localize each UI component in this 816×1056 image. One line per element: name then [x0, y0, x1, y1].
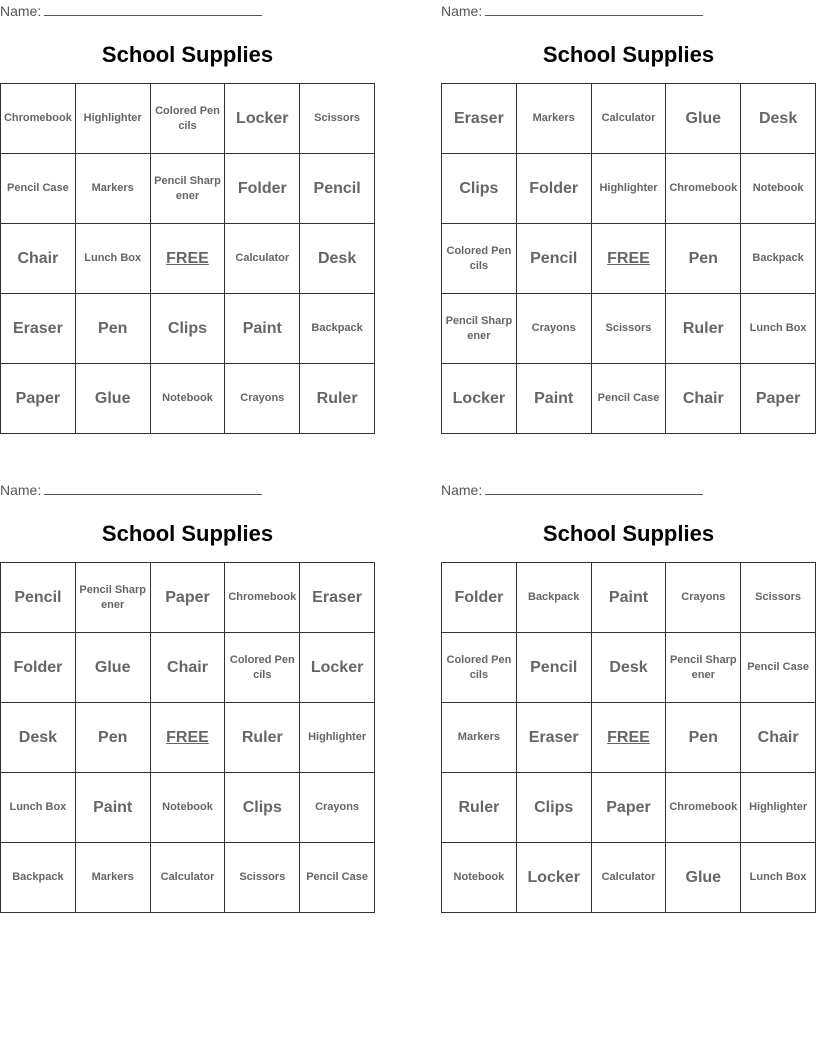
bingo-cell[interactable]: Notebook [741, 154, 816, 224]
bingo-cell[interactable]: Paper [741, 364, 816, 434]
bingo-cell[interactable]: Markers [442, 703, 517, 773]
bingo-cell[interactable]: Paint [76, 773, 151, 843]
bingo-cell[interactable]: Glue [76, 364, 151, 434]
bingo-cell[interactable]: Calculator [592, 84, 667, 154]
bingo-cell[interactable]: Glue [666, 843, 741, 913]
bingo-grid [441, 562, 816, 913]
name-underline[interactable] [485, 2, 703, 16]
bingo-cell[interactable]: Folder [225, 154, 300, 224]
bingo-cell[interactable]: Clips [151, 294, 226, 364]
bingo-cell[interactable]: Locker [517, 843, 592, 913]
bingo-cell[interactable]: Highlighter [300, 703, 375, 773]
bingo-cell[interactable]: Notebook [151, 773, 226, 843]
bingo-cell[interactable]: Chair [741, 703, 816, 773]
bingo-cell[interactable]: Highlighter [741, 773, 816, 843]
bingo-cell[interactable]: Chair [1, 224, 76, 294]
bingo-cell[interactable]: Markers [76, 154, 151, 224]
bingo-cell[interactable]: Ruler [442, 773, 517, 843]
bingo-cell[interactable]: Glue [666, 84, 741, 154]
bingo-cell[interactable]: Chair [666, 364, 741, 434]
bingo-cell[interactable]: Pencil [1, 563, 76, 633]
card-title: School Supplies [101, 521, 274, 546]
bingo-cell[interactable]: Pencil Sharpener [76, 563, 151, 633]
bingo-cell[interactable]: Lunch Box [741, 843, 816, 913]
bingo-cell[interactable]: Pencil [517, 224, 592, 294]
bingo-cell[interactable]: Scissors [225, 843, 300, 913]
bingo-cell[interactable]: Notebook [151, 364, 226, 434]
bingo-cell[interactable]: Desk [592, 633, 667, 703]
bingo-cell[interactable]: Folder [1, 633, 76, 703]
bingo-cell[interactable]: Eraser [442, 84, 517, 154]
bingo-cell[interactable]: Scissors [300, 84, 375, 154]
bingo-cell[interactable]: Chromebook [1, 84, 76, 154]
bingo-cell[interactable]: Crayons [225, 364, 300, 434]
bingo-cell[interactable]: Pencil Case [741, 633, 816, 703]
bingo-cell[interactable]: Colored Pencils [442, 224, 517, 294]
bingo-cell[interactable]: Desk [300, 224, 375, 294]
card-title: School Supplies [101, 42, 274, 67]
bingo-cell[interactable]: Crayons [666, 563, 741, 633]
bingo-cell[interactable]: Pencil Sharpener [442, 294, 517, 364]
bingo-cell[interactable]: Highlighter [592, 154, 667, 224]
bingo-cell[interactable]: Pen [76, 703, 151, 773]
name-field [0, 481, 262, 499]
bingo-cell[interactable]: Crayons [300, 773, 375, 843]
bingo-cell[interactable]: Pen [666, 703, 741, 773]
bingo-cell[interactable]: Ruler [666, 294, 741, 364]
bingo-cell[interactable]: Paint [225, 294, 300, 364]
bingo-cell[interactable]: Colored Pencils [151, 84, 226, 154]
bingo-cell[interactable]: Folder [442, 563, 517, 633]
name-field [0, 2, 262, 20]
bingo-cell[interactable]: Desk [1, 703, 76, 773]
bingo-cell[interactable]: Calculator [592, 843, 667, 913]
bingo-cell[interactable]: Lunch Box [741, 294, 816, 364]
bingo-cell[interactable]: Locker [300, 633, 375, 703]
bingo-cell[interactable]: Calculator [151, 843, 226, 913]
bingo-cell[interactable]: Notebook [442, 843, 517, 913]
bingo-cell[interactable]: Scissors [592, 294, 667, 364]
bingo-cell[interactable]: Colored Pencils [442, 633, 517, 703]
bingo-cell[interactable]: Markers [517, 84, 592, 154]
bingo-cell[interactable]: Markers [76, 843, 151, 913]
bingo-grid [0, 562, 375, 913]
name-underline[interactable] [44, 481, 262, 495]
bingo-cell[interactable]: Clips [225, 773, 300, 843]
bingo-cell[interactable]: Pencil Case [300, 843, 375, 913]
name-label: Name: [0, 3, 42, 19]
bingo-cell[interactable]: Clips [517, 773, 592, 843]
free-space-cell[interactable]: FREE [592, 703, 667, 773]
free-space-cell[interactable]: FREE [151, 703, 226, 773]
bingo-cell[interactable]: Pencil [517, 633, 592, 703]
bingo-cell[interactable]: Lunch Box [1, 773, 76, 843]
bingo-cell[interactable]: Paint [517, 364, 592, 434]
name-label: Name: [441, 482, 483, 498]
name-label: Name: [0, 482, 42, 498]
bingo-cell[interactable]: Backpack [741, 224, 816, 294]
bingo-cell[interactable]: Folder [517, 154, 592, 224]
name-label: Name: [441, 3, 483, 19]
bingo-cell[interactable]: Pen [666, 224, 741, 294]
bingo-cell[interactable]: Chromebook [666, 773, 741, 843]
bingo-cell[interactable]: Crayons [517, 294, 592, 364]
bingo-cell[interactable]: Chair [151, 633, 226, 703]
bingo-cell[interactable]: Pencil Case [592, 364, 667, 434]
bingo-cell[interactable]: Chromebook [666, 154, 741, 224]
bingo-cell[interactable]: Eraser [517, 703, 592, 773]
bingo-cell[interactable]: Eraser [1, 294, 76, 364]
bingo-cell[interactable]: Pen [76, 294, 151, 364]
bingo-cell[interactable]: Glue [76, 633, 151, 703]
free-space-cell[interactable]: FREE [592, 224, 667, 294]
bingo-cell[interactable]: Backpack [517, 563, 592, 633]
bingo-cell[interactable]: Calculator [225, 224, 300, 294]
bingo-grid [0, 83, 375, 434]
bingo-grid [441, 83, 816, 434]
bingo-cell[interactable]: Lunch Box [76, 224, 151, 294]
bingo-cell[interactable]: Locker [442, 364, 517, 434]
bingo-cell[interactable]: Backpack [300, 294, 375, 364]
name-field [441, 481, 703, 499]
bingo-cell[interactable]: Eraser [300, 563, 375, 633]
bingo-cell[interactable]: Pencil Case [1, 154, 76, 224]
bingo-cell[interactable]: Clips [442, 154, 517, 224]
bingo-cell[interactable]: Paper [1, 364, 76, 434]
bingo-cell[interactable]: Colored Pencils [225, 633, 300, 703]
free-space-cell[interactable]: FREE [151, 224, 226, 294]
bingo-cell[interactable]: Locker [225, 84, 300, 154]
name-field [441, 2, 703, 20]
bingo-cell[interactable]: Pencil [300, 154, 375, 224]
bingo-cell[interactable]: Paper [151, 563, 226, 633]
bingo-cell[interactable]: Chromebook [225, 563, 300, 633]
bingo-cell[interactable]: Pencil Sharpener [151, 154, 226, 224]
bingo-cell[interactable]: Paper [592, 773, 667, 843]
bingo-cell[interactable]: Ruler [300, 364, 375, 434]
name-underline[interactable] [44, 2, 262, 16]
name-underline[interactable] [485, 481, 703, 495]
card-title: School Supplies [542, 521, 715, 546]
bingo-cell[interactable]: Ruler [225, 703, 300, 773]
bingo-cell[interactable]: Paint [592, 563, 667, 633]
card-title: School Supplies [542, 42, 715, 67]
bingo-cell[interactable]: Pencil Sharpener [666, 633, 741, 703]
bingo-cell[interactable]: Scissors [741, 563, 816, 633]
bingo-cell[interactable]: Backpack [1, 843, 76, 913]
bingo-cell[interactable]: Desk [741, 84, 816, 154]
bingo-cell[interactable]: Highlighter [76, 84, 151, 154]
